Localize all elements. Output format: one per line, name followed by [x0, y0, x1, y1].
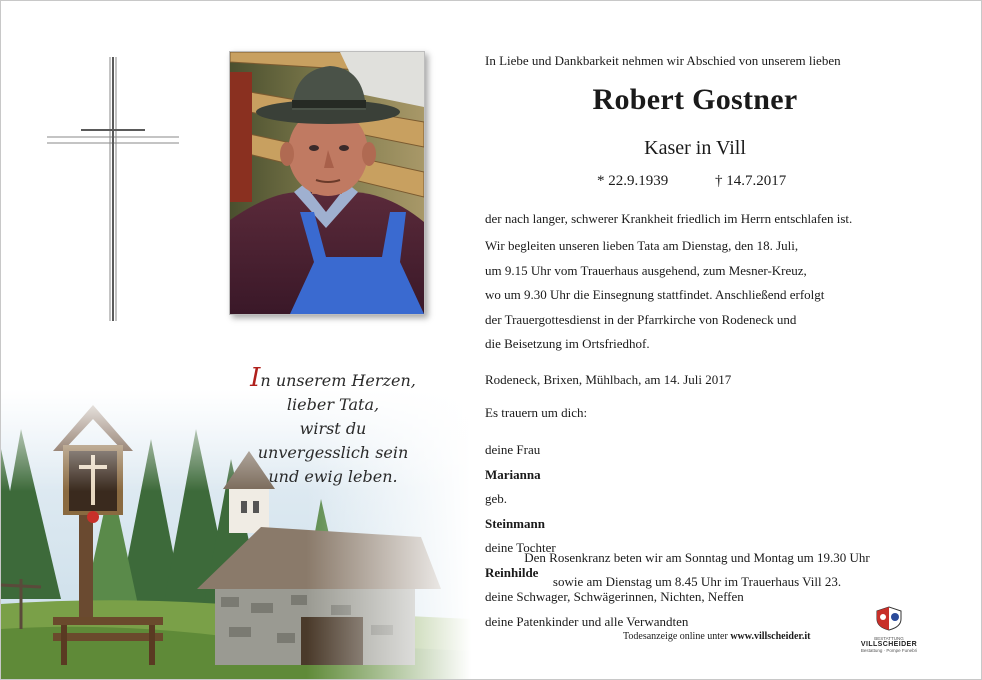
passing-text: der nach langer, schwerer Krankheit friedlich im Herrn entschlafen ist. [485, 211, 853, 226]
poem-initial: I [250, 363, 261, 393]
poem-line-3: wirst du [299, 419, 367, 438]
online-footer [623, 631, 811, 642]
cross-icon [47, 57, 179, 321]
funeral-line: Wir begleiten unseren lieben Tata am Dienstag, den 18. Juli, [485, 238, 799, 253]
mourners-heading: Es trauern um dich: [485, 405, 588, 420]
poem-line-1-text: n unserem Herzen, [260, 371, 416, 390]
logo-name: VILLSCHEIDER [860, 641, 918, 648]
deceased-name: Robert Gostner [592, 83, 798, 116]
wife-maiden-name: Steinmann [485, 515, 545, 531]
poem-line-4: unvergesslich sein [257, 443, 409, 462]
rosary-info [485, 546, 909, 594]
death-date: † 14.7.2017 [715, 173, 787, 189]
place-date: Rodeneck, Brixen, Mühlbach, am 14. Juli 2017 [485, 372, 732, 387]
wife-first-name: Marianna [485, 466, 541, 482]
birth-date: * 22.9.1939 [597, 173, 669, 189]
mourners-list [485, 438, 744, 634]
funeral-home-logo [853, 605, 925, 657]
coat-of-arms-icon [874, 605, 904, 631]
poem [223, 363, 443, 489]
poem-line-1 [223, 363, 443, 393]
rosary-line: sowie am Dienstag um 8.45 Uhr im Trauerhaus Vill 23. [552, 574, 842, 589]
funeral-line: wo um 9.30 Uhr die Einsegnung stattfindet. Anschließend erfolgt [485, 287, 825, 302]
logo-subtitle: Bestattung · Pompe Funebri [860, 648, 918, 653]
mourner-in-laws: deine Schwager, Schwägerinnen, Nichten, Neffen [485, 589, 744, 604]
deceased-subtitle: Kaser in Vill [644, 137, 746, 159]
footer-prefix: Todesanzeige online unter [623, 631, 731, 642]
rosary-line: Den Rosenkranz beten wir am Sonntag und Montag um 19.30 Uhr [524, 550, 870, 565]
portrait-photo [229, 51, 425, 315]
funeral-line: der Trauergottesdienst in der Pfarrkirche von Rodeneck und [485, 311, 797, 327]
mourner-godchildren: deine Patenkinder und alle Verwandten [485, 613, 689, 629]
footer-url-link[interactable]: www.villscheider.it [730, 631, 811, 642]
intro-text: In Liebe und Dankbarkeit nehmen wir Abschied von unserem lieben [485, 53, 841, 68]
logo-small-top: BESTATTUNG [874, 636, 904, 641]
daughter-prefix: deine Tochter [485, 540, 556, 555]
poem-line-2: lieber Tata, [286, 395, 380, 414]
wife-prefix: deine Frau [485, 442, 541, 457]
funeral-line: um 9.15 Uhr vom Trauerhaus ausgehend, zum Mesner-Kreuz, [485, 262, 807, 278]
funeral-paragraph [485, 234, 824, 357]
poem-line-5: und ewig leben. [268, 467, 398, 486]
daughter-name: Reinhilde [485, 564, 539, 580]
mourner-wife [485, 438, 744, 536]
funeral-line: die Beisetzung im Ortsfriedhof. [485, 336, 650, 351]
wife-mid: geb. [485, 491, 508, 506]
